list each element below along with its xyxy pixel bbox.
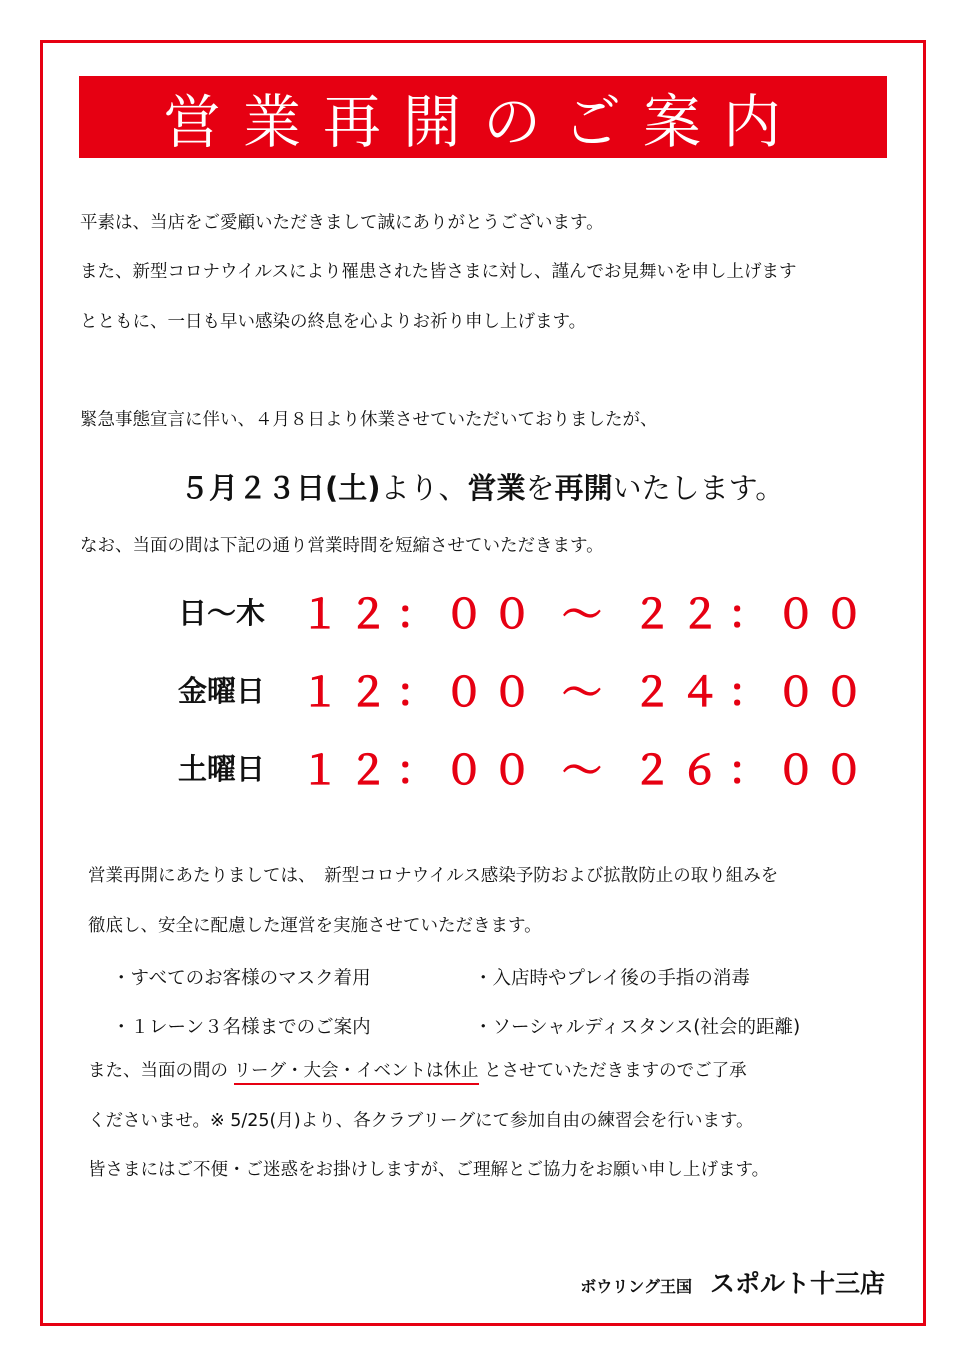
hours-time: １２：００ ～ ２２：００ bbox=[300, 591, 872, 638]
hours-day: 日～木 bbox=[178, 595, 266, 630]
bullet-item: ・ソーシャルディスタンス(社会的距離) bbox=[474, 1017, 801, 1038]
intro-line-1: 平素は、当店をご愛顧いただきまして誠にありがとうございます。 bbox=[80, 213, 604, 233]
reopen-tail: いたします。 bbox=[612, 471, 785, 505]
bullet-item: ・入店時やプレイ後の手指の消毒 bbox=[474, 968, 750, 989]
reopen-word-resume: 再開 bbox=[554, 471, 613, 505]
hours-note: なお、当面の間は下記の通り営業時間を短縮させていただきます。 bbox=[80, 536, 604, 556]
hours-row bbox=[178, 664, 872, 714]
league-suspended: リーグ・大会・イベントは休止 bbox=[234, 1061, 479, 1085]
closing-line-2: 皆さまにはご不便・ご迷惑をお掛けしますが、ご理解とご協力をお願い申し上げます。 bbox=[88, 1160, 770, 1180]
league-post: とさせていただきますのでご了承 bbox=[478, 1061, 747, 1081]
closure-note: 緊急事態宣言に伴い、４月８日より休業させていただいておりましたが、 bbox=[80, 410, 658, 430]
reopen-mid: より、 bbox=[380, 471, 468, 505]
hours-time: １２：００ ～ ２４：００ bbox=[300, 669, 872, 716]
hours-day: 土曜日 bbox=[178, 751, 266, 786]
brand-name: ボウリング王国 bbox=[580, 1277, 692, 1296]
closing-line-1: くださいませ。※ 5/25(月)より、各クラブリーグにて参加自由の練習会を行います。 bbox=[88, 1111, 754, 1131]
hours-row bbox=[178, 586, 872, 636]
measures-line-2: 徹底し、安全に配慮した運営を実施させていただきます。 bbox=[88, 916, 542, 936]
hours-time: １２：００ ～ ２６：００ bbox=[300, 747, 872, 794]
reopen-word-business: 営業 bbox=[467, 471, 526, 505]
reopen-date: ５月２３日(土) bbox=[180, 471, 381, 505]
intro-line-3: とともに、一日も早い感染の終息を心よりお祈り申し上げます。 bbox=[80, 312, 587, 332]
page-title: 営業再開のご案内 bbox=[162, 88, 803, 156]
hours-day: 金曜日 bbox=[178, 673, 266, 708]
measures-line-1: 営業再開にあたりましては、 新型コロナウイルス感染予防および拡散防止の取り組みを bbox=[88, 866, 779, 886]
store-signature bbox=[580, 1264, 885, 1300]
reopen-mid2: を bbox=[525, 471, 555, 505]
league-pre: また、当面の間の bbox=[88, 1061, 234, 1081]
store-name: スポルト十三店 bbox=[709, 1269, 885, 1298]
bullet-item: ・１レーン３名様までのご案内 bbox=[112, 1017, 371, 1038]
reopen-announcement bbox=[180, 466, 784, 507]
intro-line-2: また、新型コロナウイルスにより罹患された皆さまに対し、謹んでお見舞いを申し上げます bbox=[80, 262, 797, 282]
hours-row bbox=[178, 742, 872, 792]
title-banner bbox=[79, 76, 887, 158]
league-notice bbox=[88, 1063, 747, 1081]
bullet-item: ・すべてのお客様のマスク着用 bbox=[112, 968, 371, 989]
